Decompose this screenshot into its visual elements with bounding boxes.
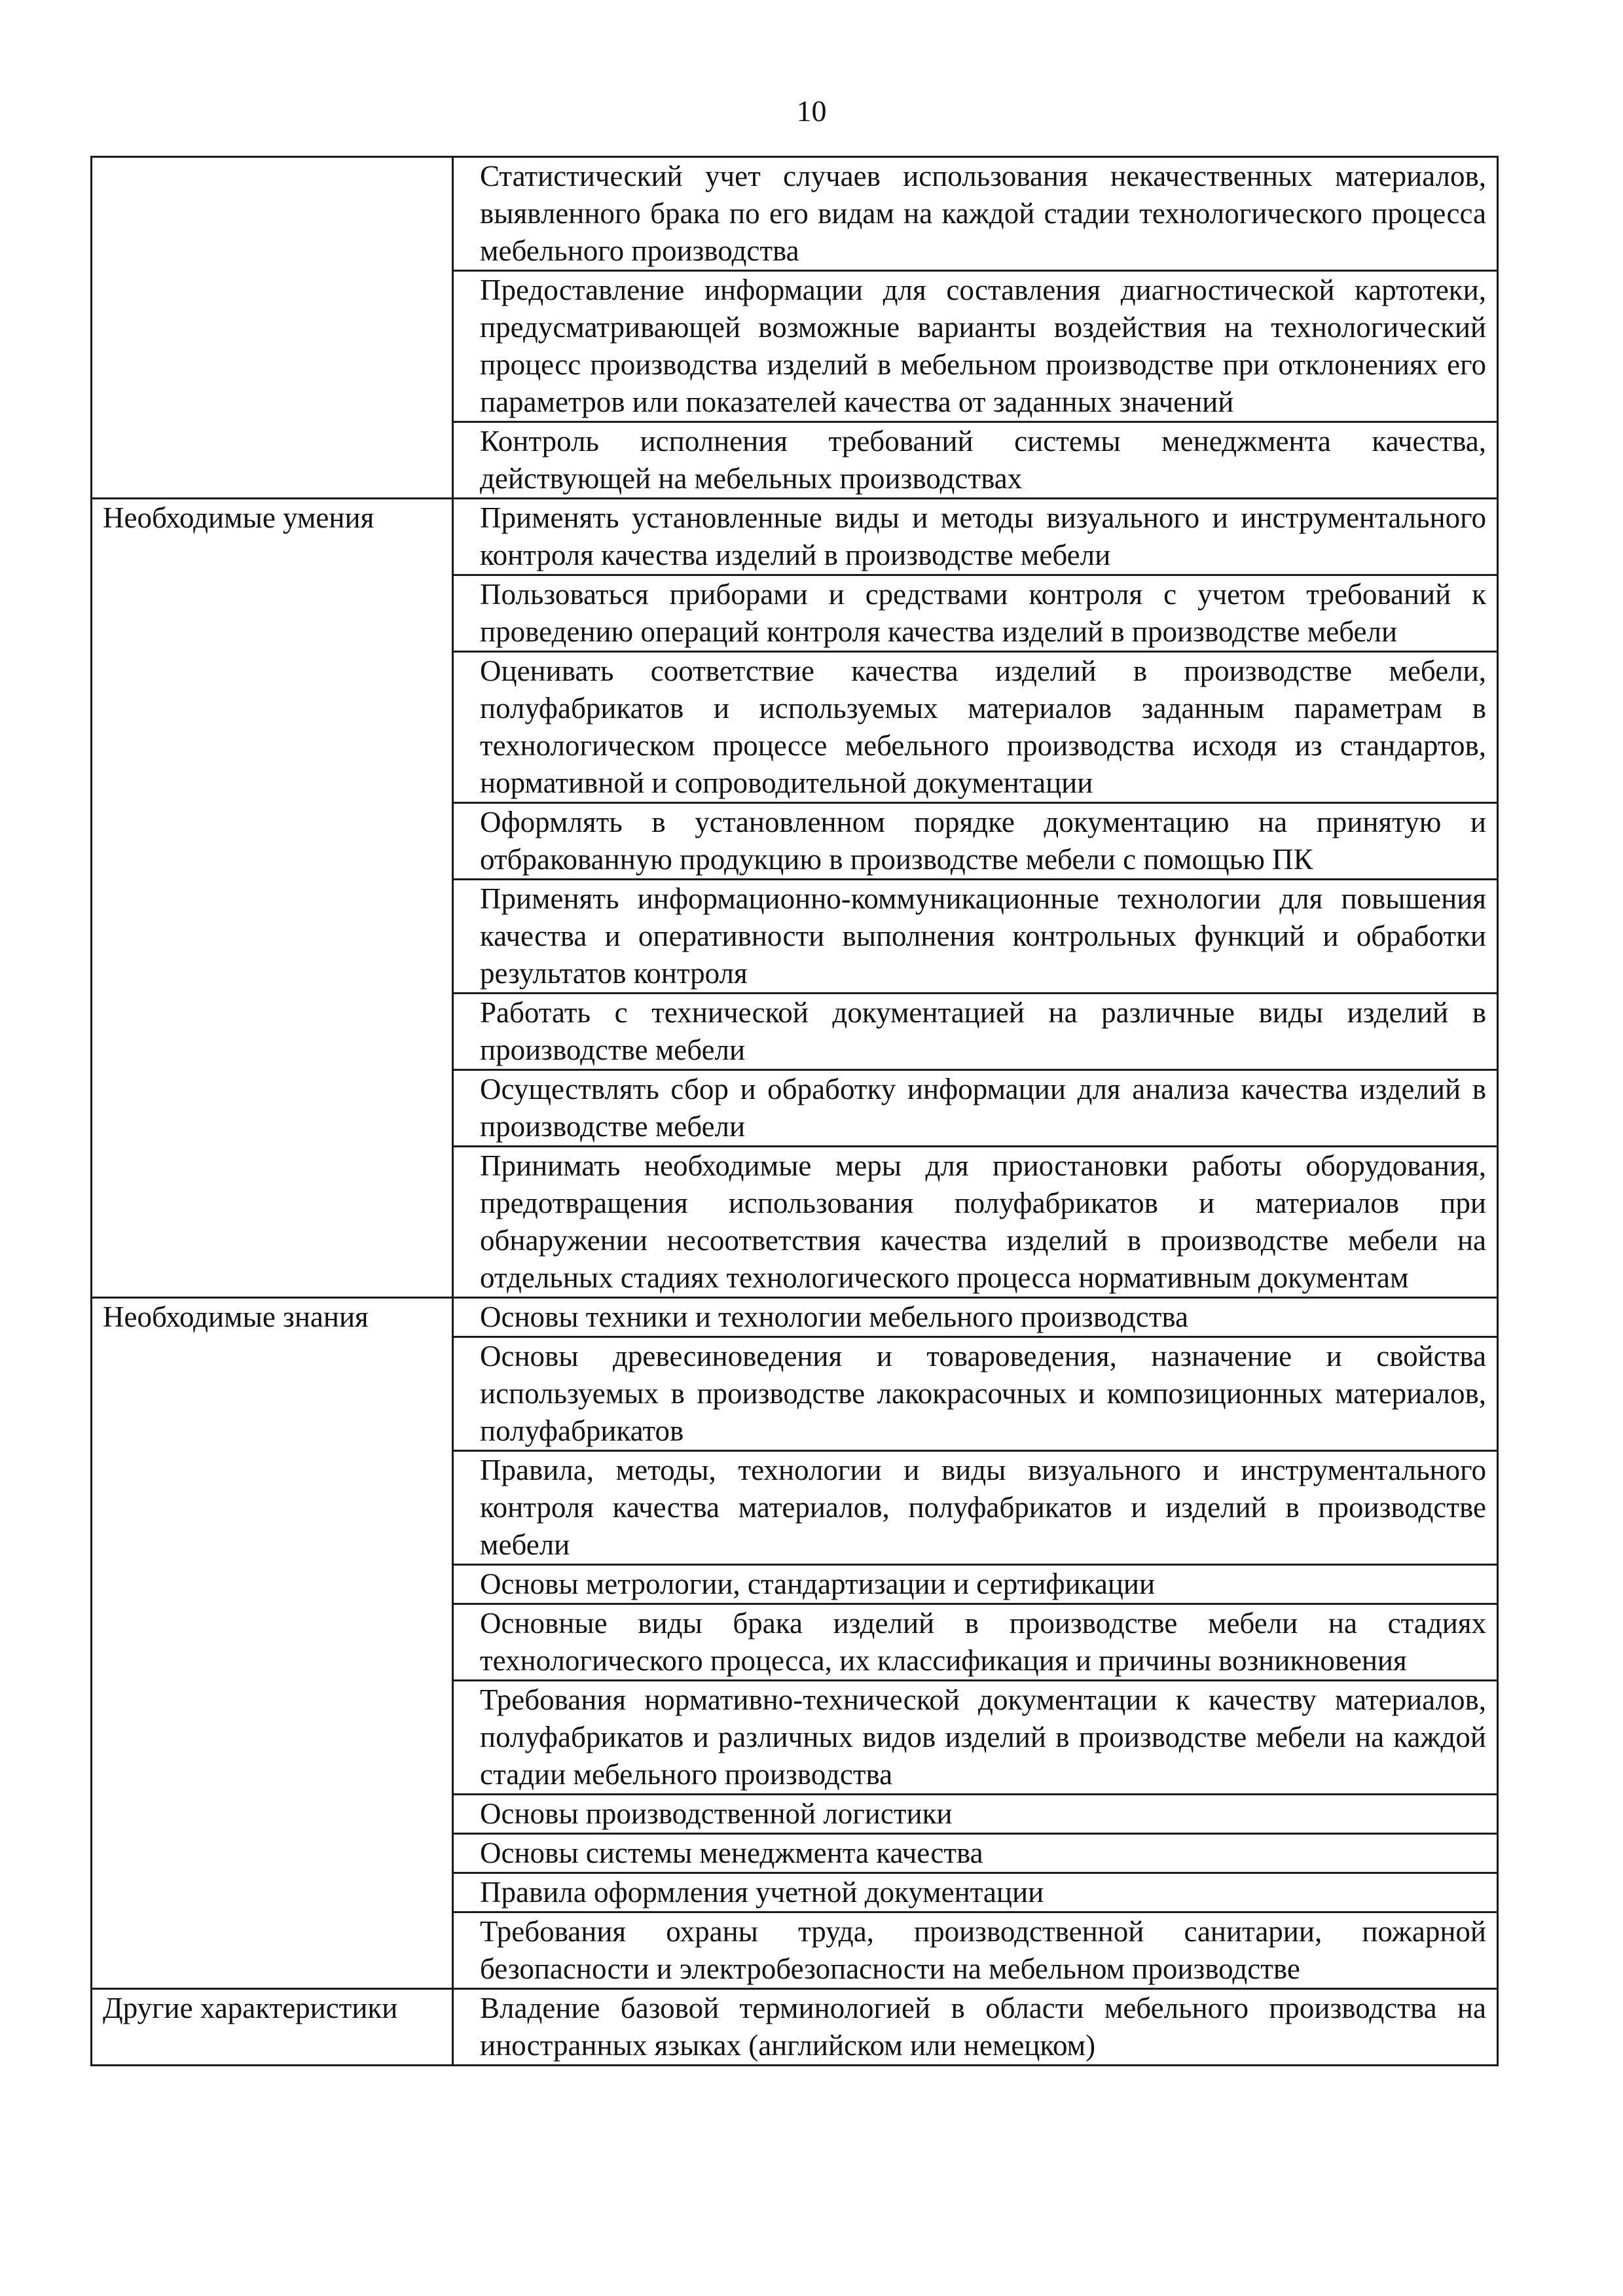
table-cell-item: Правила, методы, технологии и виды визуального и инструментального контроля качества материалов, полуфабрикатов и изделий в производстве мебели xyxy=(453,1451,1498,1565)
table-cell-item: Основные виды брака изделий в производстве мебели на стадиях технологического процесса, их классификация и причины возникновения xyxy=(453,1604,1498,1681)
table-cell-item: Основы производственной логистики xyxy=(453,1795,1498,1834)
table-cell-item: Работать с технической документацией на различные виды изделий в производстве мебели xyxy=(453,994,1498,1070)
table-row xyxy=(92,1298,1498,1337)
table-cell-item: Пользоваться приборами и средствами контроля с учетом требований к проведению операций контроля качества изделий в производстве мебели xyxy=(453,575,1498,652)
table-cell-item: Требования нормативно-технической документации к качеству материалов, полуфабрикатов и различных видов изделий в производстве мебели на каждой стадии мебельного производства xyxy=(453,1681,1498,1795)
table-row xyxy=(92,1989,1498,2066)
table-cell-item: Основы техники и технологии мебельного производства xyxy=(453,1298,1498,1337)
table-cell-item: Оценивать соответствие качества изделий в производстве мебели, полуфабрикатов и используемых материалов заданным параметрам в технологическом процессе мебельного производства исходя из стандартов, нормативной и сопроводительной документации xyxy=(453,652,1498,803)
table-cell-item: Применять информационно-коммуникационные технологии для повышения качества и оперативности выполнения контрольных функций и обработки результатов контроля xyxy=(453,880,1498,994)
qualification-table xyxy=(90,156,1499,2066)
table-cell-item: Применять установленные виды и методы визуального и инструментального контроля качества изделий в производстве мебели xyxy=(453,499,1498,575)
table-cell-item: Принимать необходимые меры для приостановки работы оборудования, предотвращения использования полуфабрикатов и материалов при обнаружении несоответствия качества изделий в производстве мебели на отдельных стадиях технологического процесса нормативным документам xyxy=(453,1147,1498,1298)
section-label-skills: Необходимые умения xyxy=(92,499,453,1298)
table-cell-item: Контроль исполнения требований системы менеджмента качества, действующей на мебельных производствах xyxy=(453,422,1498,499)
table-row xyxy=(92,157,1498,271)
table-cell-item: Статистический учет случаев использования некачественных материалов, выявленного брака по его видам на каждой стадии технологического процесса мебельного производства xyxy=(453,157,1498,271)
table-cell-item: Предоставление информации для составления диагностической картотеки, предусматривающей возможные варианты воздействия на технологический процесс производства изделий в мебельном производстве при отклонениях его параметров или показателей качества от заданных значений xyxy=(453,271,1498,422)
page-number: 10 xyxy=(796,94,827,128)
table-row xyxy=(92,499,1498,575)
table-cell-item: Осуществлять сбор и обработку информации для анализа качества изделий в производстве мебели xyxy=(453,1070,1498,1147)
section-label-empty xyxy=(92,157,453,499)
table-cell-item: Основы древесиноведения и товароведения, назначение и свойства используемых в производстве лакокрасочных и композиционных материалов, полуфабрикатов xyxy=(453,1337,1498,1451)
table-cell-item: Требования охраны труда, производственной санитарии, пожарной безопасности и электробезопасности на мебельном производстве xyxy=(453,1912,1498,1989)
table-cell-item: Владение базовой терминологией в области мебельного производства на иностранных языках (английском или немецком) xyxy=(453,1989,1498,2066)
table-cell-item: Основы системы менеджмента качества xyxy=(453,1834,1498,1873)
table-cell-item: Оформлять в установленном порядке документацию на принятую и отбракованную продукцию в производстве мебели с помощью ПК xyxy=(453,803,1498,880)
section-label-knowledge: Необходимые знания xyxy=(92,1298,453,1989)
section-label-other: Другие характеристики xyxy=(92,1989,453,2066)
table-cell-item: Правила оформления учетной документации xyxy=(453,1873,1498,1912)
table-cell-item: Основы метрологии, стандартизации и сертификации xyxy=(453,1565,1498,1604)
